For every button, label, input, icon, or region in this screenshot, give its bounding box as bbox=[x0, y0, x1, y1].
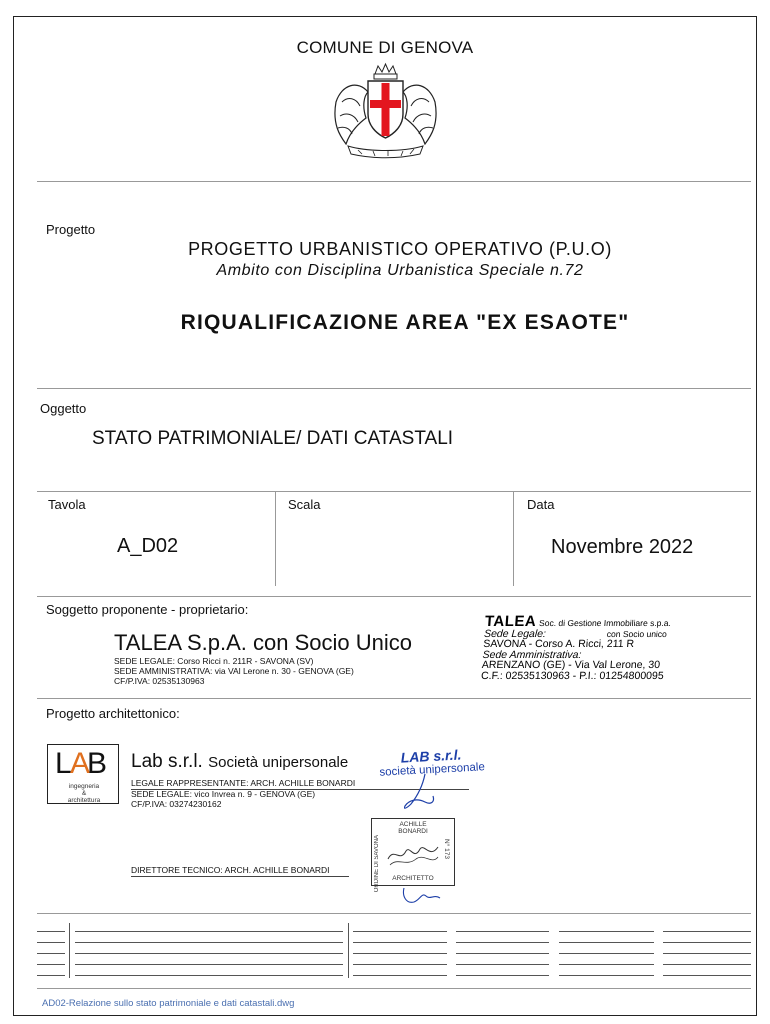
revision-row-line bbox=[559, 953, 654, 954]
arch-stamp-top2: BONARDI bbox=[398, 828, 428, 835]
oggetto-value: STATO PATRIMONIALE/ DATI CATASTALI bbox=[92, 428, 454, 449]
stamp-row1-right: con Socio unico bbox=[606, 628, 668, 639]
talea-company-stamp bbox=[480, 613, 710, 682]
stamp-talea-name: TALEA bbox=[484, 613, 537, 630]
revision-row-line bbox=[37, 931, 65, 932]
divider bbox=[37, 491, 751, 492]
arch-stamp-right: N° 173 bbox=[443, 839, 450, 859]
divider bbox=[37, 698, 751, 699]
arch-stamp-top: ACHILLE bbox=[399, 821, 427, 828]
revision-row-line bbox=[456, 953, 549, 954]
signature-line bbox=[131, 876, 349, 877]
divider bbox=[37, 388, 751, 389]
revision-row-line bbox=[456, 931, 549, 932]
revision-row-line bbox=[663, 931, 751, 932]
revision-row-line bbox=[75, 975, 343, 976]
revision-row-line bbox=[559, 942, 654, 943]
revision-column-line bbox=[348, 923, 349, 978]
proponente-label: Soggetto proponente - proprietario: bbox=[46, 602, 249, 617]
signature-icon bbox=[395, 772, 445, 819]
arch-stamp-bottom: ARCHITETTO bbox=[392, 875, 434, 882]
lab-sede: SEDE LEGALE: vico Invrea n. 9 - GENOVA (GE) bbox=[131, 789, 316, 799]
stamp-talea-suffix: Soc. di Gestione Immobiliare s.p.a. bbox=[538, 618, 672, 628]
lab-stamp-line1: LAB s.r.l. bbox=[400, 746, 462, 766]
revision-row-line bbox=[456, 975, 549, 976]
arch-stamp-left: ORDINE DI SAVONA bbox=[374, 835, 380, 893]
divider bbox=[37, 988, 751, 989]
city-name: COMUNE DI GENOVA bbox=[296, 38, 474, 57]
genova-coat-of-arms-icon bbox=[328, 62, 443, 162]
signature-icon bbox=[400, 882, 444, 915]
lab-company-suffix: Società unipersonale bbox=[208, 754, 349, 771]
revision-row-line bbox=[663, 975, 751, 976]
proponente-company: TALEA S.p.A. con Socio Unico bbox=[114, 630, 412, 655]
oggetto-label: Oggetto bbox=[40, 401, 87, 416]
revision-row-line bbox=[75, 931, 343, 932]
revision-row-line bbox=[559, 931, 654, 932]
tavola-value: A_D02 bbox=[117, 535, 179, 557]
stamp-row1-left: Sede Legale: bbox=[483, 627, 547, 640]
scala-label: Scala bbox=[288, 497, 321, 512]
revision-row-line bbox=[37, 953, 65, 954]
revision-row-line bbox=[37, 942, 65, 943]
revision-row-line bbox=[456, 964, 549, 965]
revision-row-line bbox=[353, 953, 447, 954]
data-label: Data bbox=[527, 497, 555, 512]
divider bbox=[37, 181, 751, 182]
footer-filename: AD02-Relazione sullo stato patrimoniale e dati catastali.dwg bbox=[42, 998, 295, 1009]
tavola-label: Tavola bbox=[48, 497, 86, 512]
progetto-label: Progetto bbox=[46, 222, 96, 237]
revision-row-line bbox=[353, 964, 447, 965]
project-type: PROGETTO URBANISTICO OPERATIVO (P.U.O) bbox=[188, 239, 612, 259]
revision-row-line bbox=[353, 931, 447, 932]
logo-sub-ingegneria: ingegneria bbox=[68, 783, 100, 790]
revision-row-line bbox=[559, 975, 654, 976]
revision-column-line bbox=[69, 923, 70, 978]
lab-legal-representative: LEGALE RAPPRESENTANTE: ARCH. ACHILLE BONARDI bbox=[131, 778, 356, 788]
stamp-row2: SAVONA - Corso A. Ricci, 211 R bbox=[482, 638, 635, 650]
handwriting-icon bbox=[386, 841, 440, 869]
stamp-row4: ARENZANO (GE) - Via Val Lerone, 30 bbox=[481, 659, 661, 671]
logo-sub-architettura: architettura bbox=[67, 797, 101, 804]
revision-row-line bbox=[353, 942, 447, 943]
lab-company: Lab s.r.l. bbox=[131, 751, 203, 772]
lab-company-name bbox=[131, 751, 348, 773]
data-value: Novembre 2022 bbox=[551, 536, 694, 558]
revision-row-line bbox=[353, 975, 447, 976]
architect-stamp bbox=[371, 818, 455, 893]
logo-sub-amp: & bbox=[81, 790, 87, 797]
lab-stamp-line2: società unipersonale bbox=[379, 761, 486, 779]
revision-row-line bbox=[456, 942, 549, 943]
proponente-sede-legale: SEDE LEGALE: Corso Ricci n. 211R - SAVONA (SV) bbox=[114, 656, 314, 666]
proponente-sede-amministrativa: SEDE AMMINISTRATIVA: via VAl Lerone n. 30 - GENOVA (GE) bbox=[114, 666, 354, 676]
stamp-row3: Sede Amministrativa: bbox=[482, 648, 582, 661]
lab-cf: CF/P.IVA: 03274230162 bbox=[131, 799, 222, 809]
revision-row-line bbox=[75, 953, 343, 954]
divider bbox=[37, 913, 751, 914]
divider bbox=[37, 596, 751, 597]
architettonico-label: Progetto architettonico: bbox=[46, 706, 180, 721]
revision-row-line bbox=[37, 964, 65, 965]
column-divider bbox=[513, 492, 514, 586]
revision-row-line bbox=[663, 953, 751, 954]
lab-logo: L A B ingegneria & architettura bbox=[47, 744, 119, 804]
revision-row-line bbox=[75, 942, 343, 943]
revision-row-line bbox=[75, 964, 343, 965]
proponente-cf: CF/P.IVA: 02535130963 bbox=[114, 676, 205, 686]
revision-row-line bbox=[559, 964, 654, 965]
revision-row-line bbox=[663, 964, 751, 965]
column-divider bbox=[275, 492, 276, 586]
revision-row-line bbox=[663, 942, 751, 943]
lab-director: DIRETTORE TECNICO: ARCH. ACHILLE BONARDI bbox=[131, 865, 330, 875]
project-scope: Ambito con Disciplina Urbanistica Speciale n.72 bbox=[216, 262, 584, 279]
revision-row-line bbox=[37, 975, 65, 976]
stamp-row5: C.F.: 02535130963 - P.I.: 01254800095 bbox=[480, 669, 665, 682]
project-title: RIQUALIFICAZIONE AREA "EX ESAOTE" bbox=[180, 311, 630, 334]
